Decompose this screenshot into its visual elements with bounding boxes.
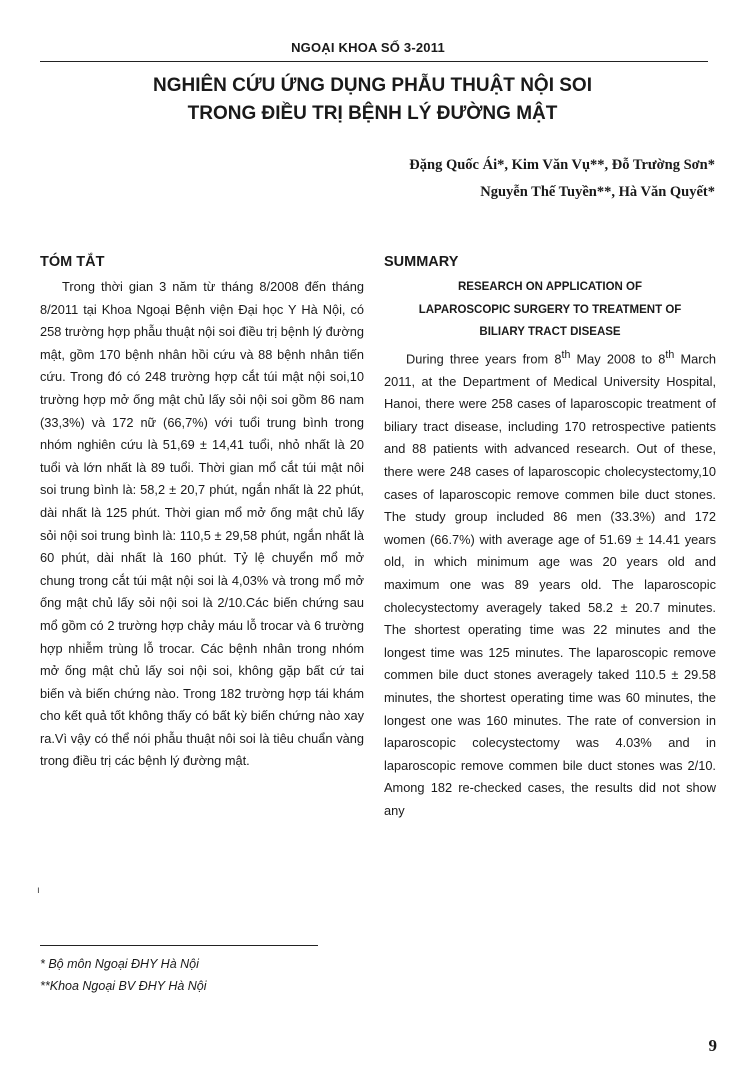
summary-en-body: [384, 344, 716, 823]
footnote-rule: [40, 945, 318, 946]
header-rule: [40, 61, 708, 62]
footnotes: [40, 953, 360, 997]
summary-body-part-3: March 2011, at the Department of Medical University Hospital, Hanoi, there were 258 cases of laparoscopic treatment of biliary tract disease, including 170 retrospective patients and 88 patients with advanced research. Out of these, there were 248 cases of laparoscopic cholecystectomy,10 cases of laparoscopic remove commen bile duct stones. The study group included 86 men (33.3%) and 172 women (66.7%) with average age of 51.69 ± 14.41 years old, in which minimum age was 20 years old and maximum one was 89 years old. The laparoscopic cholecystectomy averagely taked 58.2 ± 20.7 minutes. The shortest operating time was 22 minutes and the longest time was 125 minutes. The laparoscopic remove commen bile duct stones averagely taked 110.5 ± 29.58 minutes, the shortest operating time was 60 minutes, the longest one was 160 minutes. The rate of conversion in laparoscopic colecystectomy was 4.03% and in laparoscopic remove commen bile duct stones was 2/10. Among 182 re-checked cases, the results did not show any: [384, 351, 717, 818]
article-title: [60, 72, 685, 128]
abstract-vi-body: Trong thời gian 3 năm từ tháng 8/2008 đến tháng 8/2011 tại Khoa Ngoại Bệnh viện Đại học Y Hà Nội, có 258 trường hợp phẫu thuật nội soi điều trị bệnh lý đường mật, gồm 170 bệnh nhân hồi cứu và 88 bệnh nhân tiến cứu. Trong đó có 248 trường hợp cắt túi mật nội soi,10 trường hợp mở ống mật chủ lấy sỏi nội soi gồm 86 nam (33,3%) và 172 nữ (66,7%) với tuổi trung bình trong nhóm nghiên cứu là 51,69 ± 14,41 tuổi, nhỏ nhất là 20 tuổi và lớn nhất là 89 tuổi. Thời gian mổ cắt túi mật nôi soi trung bình là: 58,2 ± 20,7 phút, ngắn nhất là 22 phút, dài nhất là 125 phút. Thời gian mổ mở ống mật chủ lấy sỏi nội soi trung bình là: 110,5 ± 29,58 phút, ngắn nhất là 60 phút, dài nhất là 160 phút. Tỷ lệ chuyển mổ mở chung trong cắt túi mật nội soi là 4,03% và trong mổ mở ống mật chủ lấy sỏi nội soi là 2/10.Các biến chứng sau mổ gồm có 2 trường hợp chảy máu lỗ trocar và 6 trường hợp nhiễm trùng lỗ trocar. Các bệnh nhân trong nhóm mở ống mật chủ lấy soi nội soi, không gặp bất cứ tai biến và biến chứng nào. Trong 182 trường hợp tái khám cho kết quả tốt không thấy có bất kỳ biến chứng nào xay ra.Vì vậy có thể nói phẫu thuật nôi soi là tiêu chuẩn vàng trong điều trị các bệnh lý đường mật.: [40, 279, 364, 769]
footnote-2: **Khoa Ngoại BV ĐHY Hà Nội: [40, 979, 207, 993]
summary-sup-1: th: [561, 348, 571, 361]
summary-en-column: [384, 276, 716, 823]
running-head: NGOẠI KHOA SỐ 3-2011: [291, 40, 445, 55]
author-list: [195, 152, 715, 206]
abstract-vi-heading: TÓM TẮT: [40, 254, 105, 270]
summary-title-line-2: LAPAROSCOPIC SURGERY TO TREATMENT OF: [418, 303, 682, 316]
page-number: 9: [708, 1036, 717, 1055]
title-line-1: NGHIÊN CỨU ỨNG DỤNG PHẪU THUẬT NỘI SOI: [153, 75, 592, 96]
abstract-vi-column: [40, 276, 364, 773]
summary-title-line-3: BILIARY TRACT DISEASE: [479, 326, 621, 339]
authors-line-2: Nguyễn Thế Tuyền**, Hà Văn Quyết*: [480, 184, 715, 200]
authors-line-1: Đặng Quốc Ái*, Kim Văn Vụ**, Đỗ Trường Sơn*: [409, 157, 715, 173]
summary-en-heading: SUMMARY: [384, 254, 459, 270]
summary-body-part-2: May 2008 to 8: [570, 351, 666, 367]
title-line-2: TRONG ĐIỀU TRỊ BỆNH LÝ ĐƯỜNG MẬT: [187, 103, 558, 124]
footnote-1: * Bộ môn Ngoại ĐHY Hà Nội: [40, 957, 199, 971]
summary-sup-2: th: [665, 348, 675, 361]
summary-body-part-1: During three years from 8: [406, 351, 562, 367]
stray-mark: ı: [37, 885, 40, 896]
summary-en-title: [384, 276, 716, 344]
summary-title-line-1: RESEARCH ON APPLICATION OF: [457, 281, 642, 293]
